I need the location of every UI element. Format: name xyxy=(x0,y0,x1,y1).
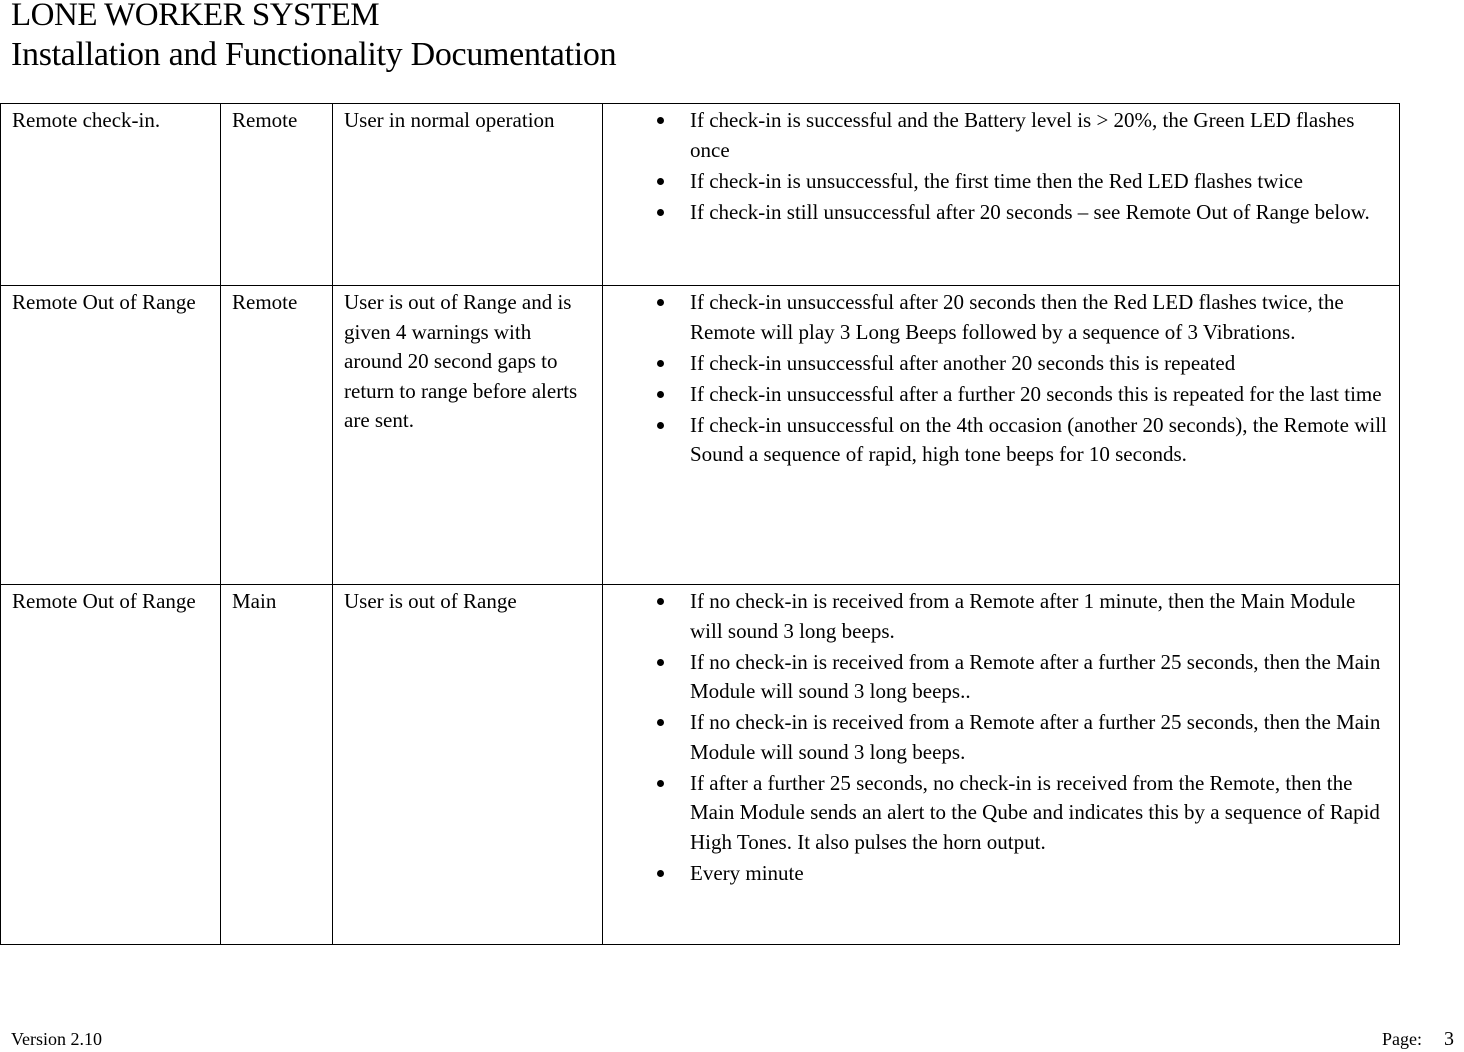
list-item: If no check-in is received from a Remote after a further 25 seconds, then the Main Module will sound 3 long beeps. xyxy=(690,708,1389,767)
unit-cell: Remote xyxy=(221,104,333,286)
functionality-table xyxy=(0,103,1400,945)
list-item: If check-in is unsuccessful, the first time then the Red LED flashes twice xyxy=(690,167,1389,197)
table-row xyxy=(1,104,1400,286)
details-cell xyxy=(603,286,1400,585)
list-item: If no check-in is received from a Remote after a further 25 seconds, then the Main Module will sound 3 long beeps.. xyxy=(690,648,1389,707)
list-item: If after a further 25 seconds, no check-in is received from the Remote, then the Main Module sends an alert to the Qube and indicates this by a sequence of Rapid High Tones. It also pulses the horn output. xyxy=(690,769,1389,858)
condition-cell: User in normal operation xyxy=(333,104,603,286)
details-list xyxy=(614,106,1389,227)
system-title: LONE WORKER SYSTEM xyxy=(11,0,380,33)
unit-cell: Main xyxy=(221,585,333,945)
list-item: If no check-in is received from a Remote after 1 minute, then the Main Module will sound 3 long beeps. xyxy=(690,587,1389,646)
event-cell: Remote Out of Range xyxy=(1,585,221,945)
details-cell xyxy=(603,104,1400,286)
list-item: Every minute xyxy=(690,859,1389,889)
event-cell: Remote check-in. xyxy=(1,104,221,286)
details-list xyxy=(614,587,1389,888)
document-header xyxy=(11,0,616,80)
condition-cell: User is out of Range xyxy=(333,585,603,945)
table-row xyxy=(1,286,1400,585)
page-number: 3 xyxy=(1444,1028,1454,1050)
unit-cell: Remote xyxy=(221,286,333,585)
event-cell: Remote Out of Range xyxy=(1,286,221,585)
version-label: Version 2.10 xyxy=(11,1029,102,1049)
details-cell xyxy=(603,585,1400,945)
list-item: If check-in unsuccessful after 20 seconds then the Red LED flashes twice, the Remote will play 3 Long Beeps followed by a sequence of 3 Vibrations. xyxy=(690,288,1389,347)
page-indicator xyxy=(1382,1028,1454,1050)
condition-cell: User is out of Range and is given 4 warnings with around 20 second gaps to return to range before alerts are sent. xyxy=(333,286,603,585)
page-label: Page: xyxy=(1382,1029,1422,1049)
details-list xyxy=(614,288,1389,470)
list-item: If check-in still unsuccessful after 20 seconds – see Remote Out of Range below. xyxy=(690,198,1389,228)
list-item: If check-in unsuccessful after a further 20 seconds this is repeated for the last time xyxy=(690,380,1389,410)
table-row xyxy=(1,585,1400,945)
list-item: If check-in unsuccessful on the 4th occasion (another 20 seconds), the Remote will Sound a sequence of rapid, high tone beeps for 10 seconds. xyxy=(690,411,1389,470)
list-item: If check-in is successful and the Battery level is > 20%, the Green LED flashes once xyxy=(690,106,1389,165)
list-item: If check-in unsuccessful after another 20 seconds this is repeated xyxy=(690,349,1389,379)
document-subtitle: Installation and Functionality Documentation xyxy=(11,36,617,73)
